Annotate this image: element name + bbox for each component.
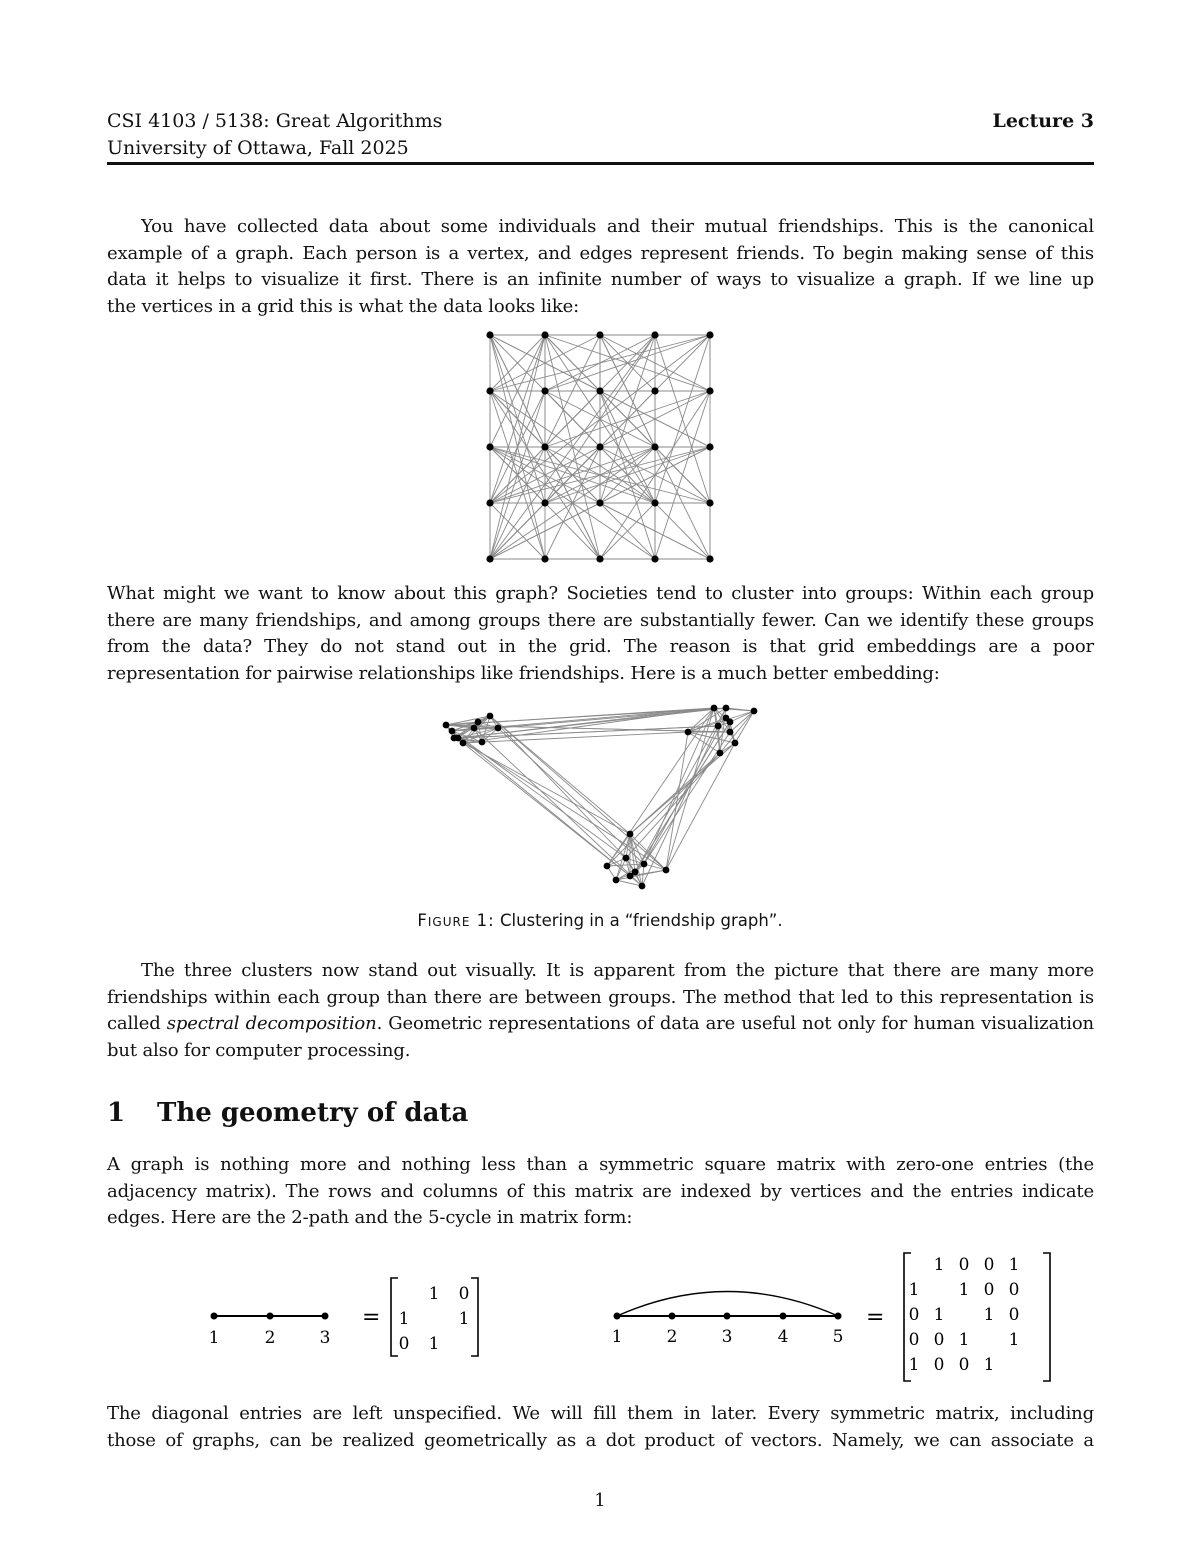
cluster-vertex <box>604 863 611 870</box>
intro-line: data it helps to visualize it first. There is an infinite number of ways to visualize a graph. If we line up <box>107 269 1094 290</box>
path-matrix-entry: 0 <box>398 1334 410 1354</box>
figure-label: Figure 1: <box>417 911 495 930</box>
grid-vertex <box>706 331 713 338</box>
grid-vertex <box>486 387 493 394</box>
section-line: adjacency matrix). The rows and columns of this matrix are indexed by vertices and the entries indicate <box>107 1180 1094 1202</box>
inter-cluster-edge <box>642 726 718 886</box>
clusters-line-text: called <box>107 1013 167 1034</box>
cycle-matrix-entry: 0 <box>908 1330 920 1350</box>
path-matrix-entry: 0 <box>458 1284 470 1304</box>
cycle-closing-edge <box>617 1292 838 1317</box>
cluster-vertex <box>663 867 670 874</box>
cycle-matrix-entry: 0 <box>983 1255 995 1275</box>
path-vertex <box>322 1313 329 1320</box>
course-title: CSI 4103 / 5138: Great Algorithms <box>107 110 443 132</box>
cycle-matrix-entry: 0 <box>1008 1280 1020 1300</box>
inter-cluster-edge <box>490 716 666 870</box>
cycle-matrix-entry: 0 <box>908 1305 920 1325</box>
path-graph-figure <box>190 1270 500 1365</box>
closing-line: The diagonal entries are left unspecified. We will fill them in later. Every symmetric matrix, including <box>107 1403 1094 1424</box>
cycle-vertex-label: 5 <box>832 1327 844 1347</box>
grid-vertex <box>486 555 493 562</box>
path-vertex-label: 3 <box>319 1328 331 1348</box>
lecture-label: Lecture 3 <box>992 110 1094 132</box>
cluster-vertex <box>475 719 482 726</box>
path-matrix <box>399 1284 470 1354</box>
cluster-vertex <box>479 739 486 746</box>
page-number: 1 <box>594 1490 606 1511</box>
inter-cluster-edge <box>452 731 630 876</box>
path-matrix-entry: 1 <box>398 1309 410 1329</box>
inter-cluster-edge <box>635 722 730 872</box>
header-rule <box>107 162 1094 165</box>
cycle-vertex <box>614 1313 621 1320</box>
inter-cluster-edge <box>458 738 666 870</box>
section-paragraph <box>107 1152 1094 1232</box>
cluster-edge <box>730 711 754 732</box>
path-matrix-entry: 1 <box>428 1284 440 1304</box>
clusters-line: The three clusters now stand out visually. It is apparent from the picture that there are many more <box>141 960 1094 981</box>
cycle-matrix-entry: 1 <box>933 1305 945 1325</box>
inter-cluster-edge <box>607 708 714 866</box>
cycle-matrix-entry: 1 <box>958 1330 970 1350</box>
closing-line: those of graphs, can be realized geometrically as a dot product of vectors. Namely, we can associate a <box>107 1429 1094 1451</box>
grid-graph-figure <box>480 326 720 566</box>
cluster-vertex <box>717 750 724 757</box>
cluster-vertex <box>613 877 620 884</box>
cluster-graph-figure <box>430 698 770 898</box>
cycle-matrix-entry: 0 <box>1008 1305 1020 1325</box>
cycle-matrix-entry: 0 <box>983 1280 995 1300</box>
cluster-vertex <box>632 869 639 876</box>
grid-vertex <box>651 331 658 338</box>
grid-vertex <box>486 331 493 338</box>
cycle-matrix-entry: 0 <box>958 1255 970 1275</box>
inter-cluster-edge <box>490 716 626 858</box>
grid-vertex <box>596 443 603 450</box>
cluster-vertex <box>685 729 692 736</box>
path-vertices <box>209 1313 331 1349</box>
cycle-matrix-entry: 1 <box>908 1280 920 1300</box>
inter-cluster-edge <box>498 708 726 728</box>
section-line: edges. Here are the 2-path and the 5-cycle in matrix form: <box>107 1207 633 1228</box>
cycle-matrix <box>909 1255 1020 1375</box>
grid-vertex <box>651 387 658 394</box>
cluster-vertex <box>449 728 456 735</box>
grid-vertex <box>706 555 713 562</box>
clusters-line: friendships within each group than there are between groups. The method that led to this representation is <box>107 986 1094 1008</box>
cluster-vertex <box>495 725 502 732</box>
spectral-decomposition-term: spectral decomposition <box>166 1013 377 1034</box>
intro-line: You have collected data about some individuals and their mutual friendships. This is the canonical <box>141 216 1094 237</box>
grid-vertex <box>596 555 603 562</box>
clusters-line-text: . Geometric representations of data are useful not only for human visualization <box>376 1013 1094 1034</box>
grid-vertex <box>541 499 548 506</box>
figure-caption-text: Clustering in a “friendship graph”. <box>499 911 783 930</box>
question-line: there are many friendships, and among groups there are substantially fewer. Can we identify these groups <box>107 609 1094 631</box>
question-line: representation for pairwise relationships like friendships. Here is a much better embedding: <box>107 662 940 684</box>
grid-vertex <box>651 499 658 506</box>
section-number: 1 <box>107 1098 126 1128</box>
closing-paragraph <box>107 1401 1094 1454</box>
question-paragraph <box>107 581 1094 687</box>
grid-edge <box>545 391 710 447</box>
cluster-vertex <box>623 855 630 862</box>
grid-vertex <box>541 331 548 338</box>
path-matrix-right-bracket <box>471 1278 478 1356</box>
cycle-vertex <box>835 1313 842 1320</box>
cycle-matrix-right-bracket <box>1043 1253 1050 1381</box>
clusters-line: but also for computer processing. <box>107 1039 411 1061</box>
inter-cluster-edge <box>474 728 642 886</box>
cycle-matrix-entry: 1 <box>933 1255 945 1275</box>
cycle-vertex-label: 4 <box>777 1327 789 1347</box>
cluster-vertex <box>627 831 634 838</box>
cluster-vertex <box>460 740 467 747</box>
inter-cluster-edge <box>644 718 726 864</box>
cycle-matrix-entry: 0 <box>933 1330 945 1350</box>
cycle-vertex <box>780 1313 787 1320</box>
clusters-paragraph <box>107 958 1094 1064</box>
cycle-vertex <box>669 1313 676 1320</box>
grid-vertex <box>596 499 603 506</box>
inter-cluster-edge <box>452 731 626 858</box>
grid-vertex <box>651 555 658 562</box>
question-line: from the data? They do not stand out in the grid. The reason is that grid embeddings are a poor <box>107 636 1094 657</box>
cluster-vertex <box>451 735 458 742</box>
cycle-matrix-entry: 1 <box>1008 1255 1020 1275</box>
cluster-vertex <box>715 723 722 730</box>
cluster-vertex <box>487 713 494 720</box>
grid-vertex <box>706 443 713 450</box>
path-matrix-entry: 1 <box>428 1334 440 1354</box>
grid-vertex <box>541 555 548 562</box>
cycle-matrix-entry: 1 <box>983 1355 995 1375</box>
cycle-graph-figure <box>600 1245 1070 1390</box>
cycle-vertex-label: 3 <box>721 1327 733 1347</box>
cluster-vertex <box>727 729 734 736</box>
section-heading <box>107 1098 468 1128</box>
cycle-matrix-entry: 1 <box>1008 1330 1020 1350</box>
path-matrix-entry: 1 <box>458 1309 470 1329</box>
cluster-vertex <box>711 705 718 712</box>
cluster-vertex <box>727 719 734 726</box>
inter-cluster-edge <box>607 753 720 866</box>
cycle-matrix-entry: 1 <box>908 1355 920 1375</box>
cycle-matrix-entry: 0 <box>933 1355 945 1375</box>
inter-cluster-edge <box>644 708 714 864</box>
grid-vertex <box>541 443 548 450</box>
grid-vertex <box>706 387 713 394</box>
cycle-vertex <box>724 1313 731 1320</box>
path-matrix-left-bracket <box>391 1278 398 1356</box>
grid-vertex <box>651 443 658 450</box>
cycle-vertices <box>612 1313 844 1348</box>
path-equals-sign: = <box>362 1305 381 1330</box>
path-vertex-label: 2 <box>264 1328 276 1348</box>
grid-vertex <box>486 499 493 506</box>
section-line: A graph is nothing more and nothing less than a symmetric square matrix with zero-one entries (the <box>107 1154 1094 1175</box>
cycle-matrix-entry: 1 <box>983 1305 995 1325</box>
grid-vertex <box>596 387 603 394</box>
intro-line: example of a graph. Each person is a vertex, and edges represent friends. To begin making sense of this <box>107 242 1094 264</box>
clusters-line <box>107 1011 1094 1038</box>
cluster-graph-edges <box>446 708 754 886</box>
grid-edge <box>545 447 710 503</box>
cluster-vertex <box>639 883 646 890</box>
cycle-vertex-label: 1 <box>611 1327 623 1347</box>
inter-cluster-edge <box>630 743 735 834</box>
section-title: The geometry of data <box>157 1098 469 1128</box>
cycle-equals-sign: = <box>866 1305 885 1330</box>
cycle-matrix-entry: 1 <box>958 1280 970 1300</box>
cluster-vertex <box>723 705 730 712</box>
grid-vertex <box>596 331 603 338</box>
university-line: University of Ottawa, Fall 2025 <box>107 137 409 159</box>
path-vertex <box>211 1313 218 1320</box>
path-vertex-label: 1 <box>208 1328 220 1348</box>
cycle-matrix-entry: 0 <box>958 1355 970 1375</box>
cycle-vertex-label: 2 <box>666 1327 678 1347</box>
grid-vertex <box>486 443 493 450</box>
cluster-vertex <box>732 740 739 747</box>
grid-vertex <box>541 387 548 394</box>
cluster-vertex <box>443 722 450 729</box>
intro-line: the vertices in a grid this is what the data looks like: <box>107 295 580 317</box>
cluster-vertex <box>751 708 758 715</box>
intro-paragraph <box>107 214 1094 320</box>
cluster-vertex <box>471 725 478 732</box>
cluster-vertex <box>641 861 648 868</box>
grid-edge <box>655 447 710 503</box>
grid-vertex <box>706 499 713 506</box>
question-line: What might we want to know about this graph? Societies tend to cluster into groups: Within each group <box>107 583 1094 604</box>
path-vertex <box>267 1313 274 1320</box>
figure-caption <box>0 911 1200 930</box>
